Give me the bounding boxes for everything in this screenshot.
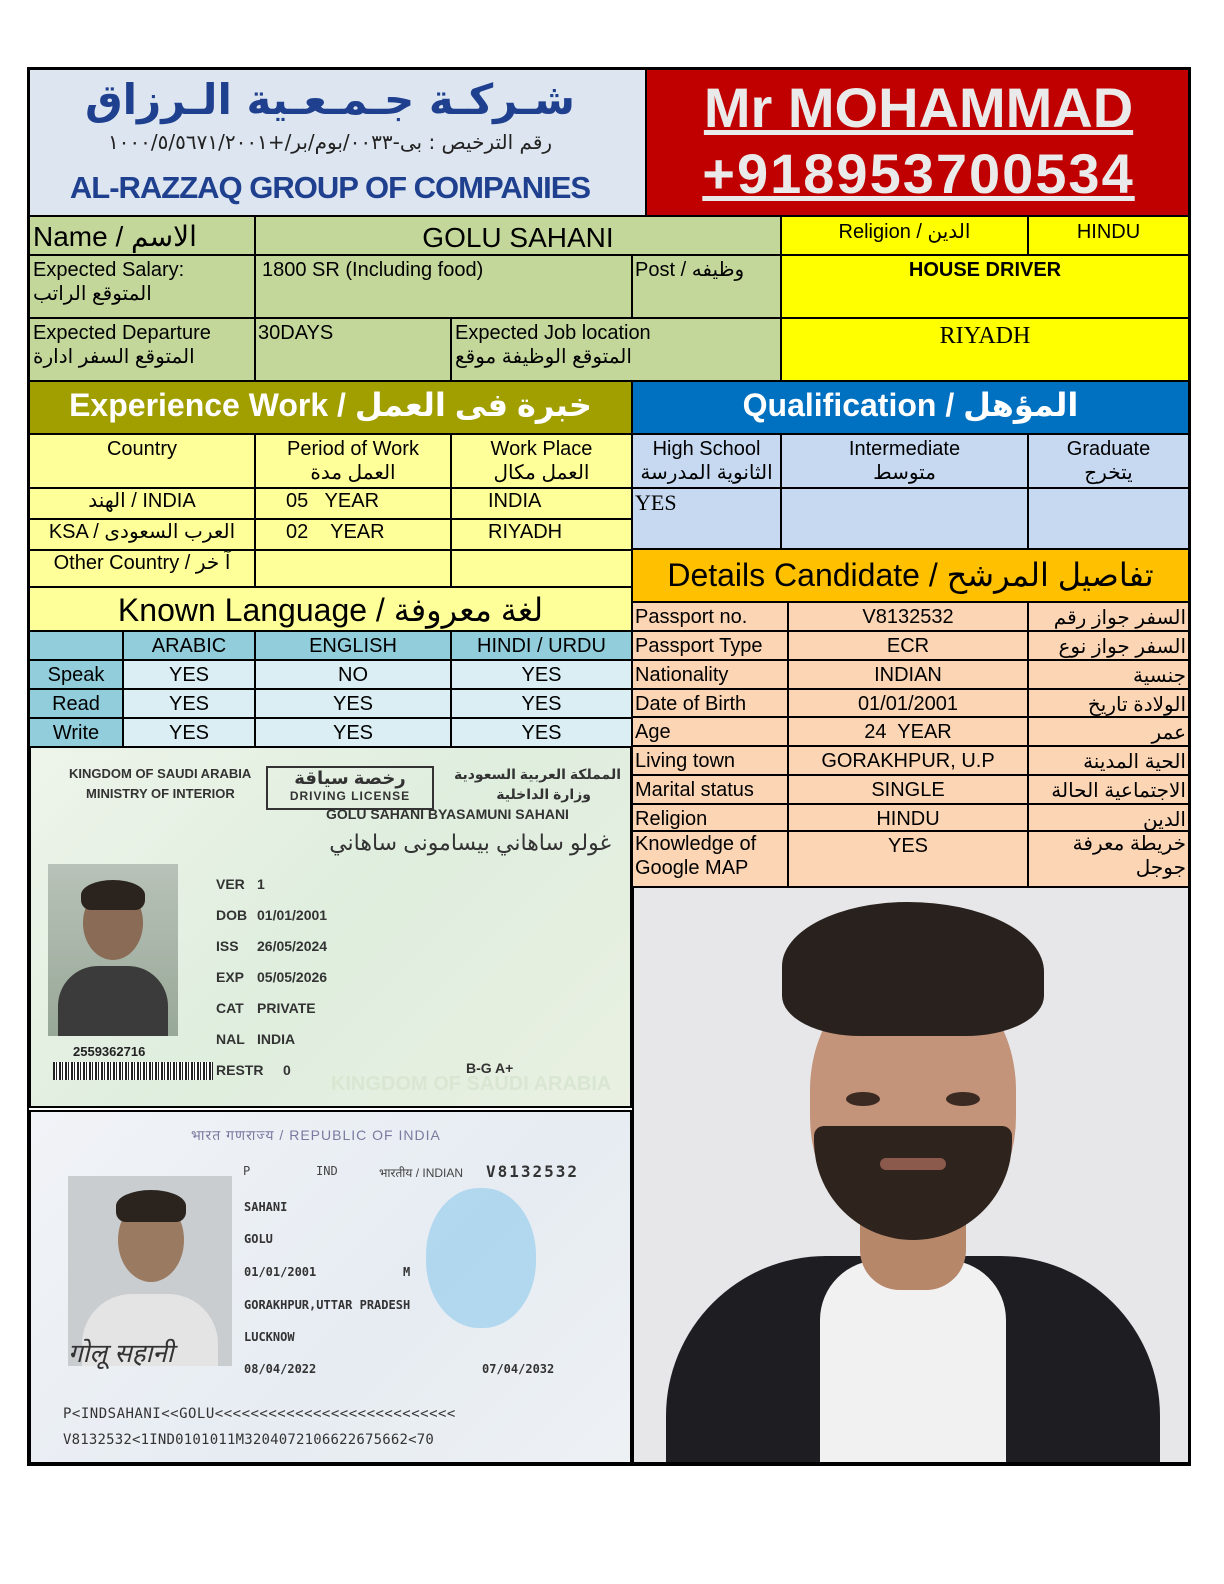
license-field-code: VER	[216, 876, 245, 892]
license-photo-hair	[81, 880, 145, 910]
experience-header-en: Period of Work	[287, 438, 419, 460]
language-value: YES	[255, 689, 451, 718]
candidate-label-ar: الولادة تاريخ	[1028, 689, 1189, 717]
departure-label-en: Expected Departure	[33, 322, 211, 344]
language-value: YES	[451, 660, 632, 689]
job-location-label	[451, 318, 781, 381]
passport-type: P	[243, 1164, 251, 1178]
license-photo-body	[58, 966, 168, 1036]
experience-country: Other Country / آ خر	[29, 550, 255, 587]
license-field-value: 05/05/2026	[257, 969, 328, 985]
license-title-ar: رخصة سياقة	[294, 768, 406, 788]
departure-value: 30DAYS	[255, 318, 451, 381]
name-value: GOLU SAHANI	[255, 216, 781, 255]
qualification-value	[1028, 488, 1189, 549]
candidate-value: 24 YEAR	[788, 717, 1028, 746]
passport-number: V8132532	[486, 1162, 580, 1181]
license-field-code: NAL	[216, 1031, 245, 1047]
license-ministry-ar: وزارة الداخلية	[496, 786, 591, 802]
candidate-label: Age	[632, 717, 788, 746]
candidate-label: Date of Birth	[632, 689, 788, 717]
license-barcode	[53, 1062, 213, 1080]
language-value: YES	[451, 718, 632, 747]
license-field-code: DOB	[216, 907, 248, 923]
language-row-label: Read	[29, 689, 123, 718]
experience-country: الهند / INDIA	[29, 488, 255, 519]
language-corner	[29, 631, 123, 660]
language-column-header: HINDI / URDU	[451, 631, 632, 660]
candidate-label-ar: جنسية	[1028, 660, 1189, 689]
name-label: Name / الاسم	[29, 216, 255, 255]
job-location-value: RIYADH	[781, 318, 1189, 381]
religion-value: HINDU	[1028, 216, 1189, 255]
license-field-code: CAT	[216, 1000, 244, 1016]
candidate-photo-tshirt	[820, 1260, 1006, 1464]
qualification-header-ar: يتخرج	[1084, 462, 1133, 484]
job-location-label-en: Expected Job location	[455, 322, 651, 344]
language-column-header: ARABIC	[123, 631, 255, 660]
experience-place: RIYADH	[451, 519, 632, 550]
qualification-header-en: High School	[652, 438, 761, 460]
experience-country: KSA / العرب السعودى	[29, 519, 255, 550]
license-holder-en: GOLU SAHANI BYASAMUNI SAHANI	[326, 806, 569, 822]
qualification-header-ar: الثانوية المدرسة	[640, 462, 773, 484]
candidate-value: SINGLE	[788, 775, 1028, 804]
departure-label	[29, 318, 255, 381]
company-logo-banner	[29, 69, 646, 216]
qualification-header-en: Intermediate	[848, 438, 961, 460]
candidate-title: Details Candidate / تفاصيل المرشح	[632, 549, 1189, 602]
license-field-code: ISS	[216, 938, 239, 954]
license-field-value: 26/05/2024	[257, 938, 328, 954]
experience-place: INDIA	[451, 488, 632, 519]
candidate-label: Passport no.	[632, 602, 788, 631]
experience-period: 02 YEAR	[255, 519, 451, 550]
license-title-en: DRIVING LICENSE	[289, 789, 411, 803]
salary-label-en: Expected Salary:	[33, 259, 185, 281]
candidate-value: HINDU	[788, 804, 1028, 831]
qualification-value: YES	[632, 488, 781, 549]
experience-header-en: Work Place	[490, 438, 593, 460]
language-title: Known Language / لغة معروفة	[29, 587, 632, 631]
candidate-label: Living town	[632, 746, 788, 775]
candidate-photo	[632, 886, 1190, 1464]
passport-photo-hair	[116, 1190, 186, 1222]
passport-date-of-expiry: 07/04/2032	[482, 1362, 555, 1376]
license-blood: B-G A+	[466, 1060, 514, 1076]
candidate-value: GORAKHPUR, U.P	[788, 746, 1028, 775]
agent-phone: +918953700534	[702, 142, 1135, 205]
language-value: YES	[123, 660, 255, 689]
candidate-label-ar: الحية المدينة	[1028, 746, 1189, 775]
company-english-name: AL-RAZZAQ GROUP OF COMPANIES	[69, 170, 591, 205]
candidate-label-ar: السفر جواز رقم	[1028, 602, 1189, 631]
language-row-label: Write	[29, 718, 123, 747]
salary-label	[29, 255, 255, 318]
experience-title: Experience Work / خبرة فى العمل	[29, 381, 632, 434]
candidate-photo-eye-right	[946, 1092, 980, 1106]
license-field-code: RESTR	[216, 1062, 264, 1078]
candidate-photo-hair	[782, 902, 1044, 1036]
license-field-value: PRIVATE	[257, 1000, 316, 1016]
license-field-value: 01/01/2001	[257, 907, 328, 923]
candidate-photo-beard	[814, 1126, 1012, 1240]
experience-header-en: Country	[106, 438, 178, 460]
candidate-photo-mouth	[880, 1158, 946, 1170]
passport-ghost-photo	[426, 1188, 536, 1328]
license-holder-ar: غولو ساهاني بيسامونى ساهاني	[329, 830, 611, 855]
driving-license-image	[29, 746, 632, 1108]
qualification-header-cell	[781, 434, 1028, 488]
language-row-label: Speak	[29, 660, 123, 689]
passport-nationality: भारतीय / INDIAN	[379, 1166, 464, 1180]
passport-date-of-issue: 08/04/2022	[244, 1362, 317, 1376]
language-column-header: ENGLISH	[255, 631, 451, 660]
qualification-header-cell	[1028, 434, 1189, 488]
candidate-label-ar: خريطة معرفة جوجل	[1028, 831, 1189, 887]
license-field-value: INDIA	[257, 1031, 296, 1047]
candidate-value: 01/01/2001	[788, 689, 1028, 717]
candidate-label-ar: السفر جواز نوع	[1028, 631, 1189, 660]
passport-signature: गोलू सहानी	[68, 1338, 174, 1368]
post-value: HOUSE DRIVER	[781, 255, 1189, 318]
passport-place-of-birth: GORAKHPUR,UTTAR PRADESH	[244, 1298, 411, 1312]
language-value: NO	[255, 660, 451, 689]
candidate-photo-eye-left	[846, 1092, 880, 1106]
candidate-label: Marital status	[632, 775, 788, 804]
license-number: 2559362716	[73, 1044, 146, 1059]
candidate-label: Nationality	[632, 660, 788, 689]
candidate-label: Religion	[632, 804, 788, 831]
candidate-label: Knowledge of Google MAP	[632, 831, 788, 887]
language-value: YES	[255, 718, 451, 747]
language-value: YES	[451, 689, 632, 718]
candidate-value: INDIAN	[788, 660, 1028, 689]
company-license-line: رقم الترخيص : بى-٠٠٣٣/بوم/بر/+١٠٠٠/٥/٥٦٧١/٢٠٠١	[107, 130, 553, 154]
license-ministry: MINISTRY OF INTERIOR	[86, 786, 235, 801]
candidate-value: ECR	[788, 631, 1028, 660]
agent-banner	[646, 69, 1189, 216]
experience-header-cell	[29, 434, 255, 488]
qualification-header-en: Graduate	[1066, 438, 1151, 460]
experience-header-ar: العمل مدة	[310, 462, 396, 484]
license-field-value: 1	[257, 876, 265, 892]
experience-header-ar: العمل مكال	[493, 462, 590, 484]
experience-place	[451, 550, 632, 587]
passport-mrz-line2: V8132532<1IND0101011M3204072106622675662<70	[63, 1432, 435, 1448]
license-country: KINGDOM OF SAUDI ARABIA	[69, 766, 252, 781]
qualification-header-ar: متوسط	[873, 462, 936, 484]
passport-dob: 01/01/2001	[244, 1265, 317, 1279]
license-watermark: KINGDOM OF SAUDI ARABIA	[331, 1073, 612, 1095]
passport-header: भारत गणराज्य / REPUBLIC OF INDIA	[191, 1127, 441, 1143]
passport-image	[29, 1110, 632, 1464]
candidate-value: YES	[788, 831, 1028, 887]
qualification-value	[781, 488, 1028, 549]
experience-header-cell	[451, 434, 632, 488]
experience-header-cell	[255, 434, 451, 488]
company-arabic-name: شـركـة جـمـعـية الـرزاق	[85, 75, 575, 124]
departure-label-ar: المتوقع السفر ادارة	[33, 346, 195, 368]
passport-place-of-issue: LUCKNOW	[244, 1330, 295, 1344]
post-label: Post / وظيفه	[632, 255, 781, 318]
passport-sex: M	[403, 1265, 411, 1279]
license-country-ar: المملكة العربية السعودية	[454, 766, 621, 782]
qualification-header-cell	[632, 434, 781, 488]
license-field-code: EXP	[216, 969, 245, 985]
experience-period: 05 YEAR	[255, 488, 451, 519]
experience-period	[255, 550, 451, 587]
passport-code: IND	[316, 1164, 338, 1178]
language-value: YES	[123, 689, 255, 718]
candidate-label-ar: الاجتماعية الحالة	[1028, 775, 1189, 804]
license-holder-photo	[48, 864, 178, 1036]
candidate-value: V8132532	[788, 602, 1028, 631]
religion-label: Religion / الدين	[781, 216, 1028, 255]
license-title-box	[266, 766, 434, 810]
job-location-label-ar: المتوقع الوظيفة موقع	[455, 346, 632, 368]
passport-mrz-line1: P<INDSAHANI<<GOLU<<<<<<<<<<<<<<<<<<<<<<<<<<<	[63, 1406, 456, 1422]
license-field-value: 0	[283, 1062, 291, 1078]
candidate-label-ar: الدين	[1028, 804, 1189, 831]
qualification-title: Qualification / المؤهل	[632, 381, 1189, 434]
language-value: YES	[123, 718, 255, 747]
agent-name: Mr MOHAMMAD	[703, 76, 1134, 139]
salary-value: 1800 SR (Including food)	[255, 255, 632, 318]
passport-surname: SAHANI	[244, 1200, 288, 1214]
passport-given-name: GOLU	[244, 1232, 273, 1246]
candidate-label: Passport Type	[632, 631, 788, 660]
salary-label-ar: المتوقع الراتب	[33, 283, 152, 305]
candidate-label-ar: عمر	[1028, 717, 1189, 746]
